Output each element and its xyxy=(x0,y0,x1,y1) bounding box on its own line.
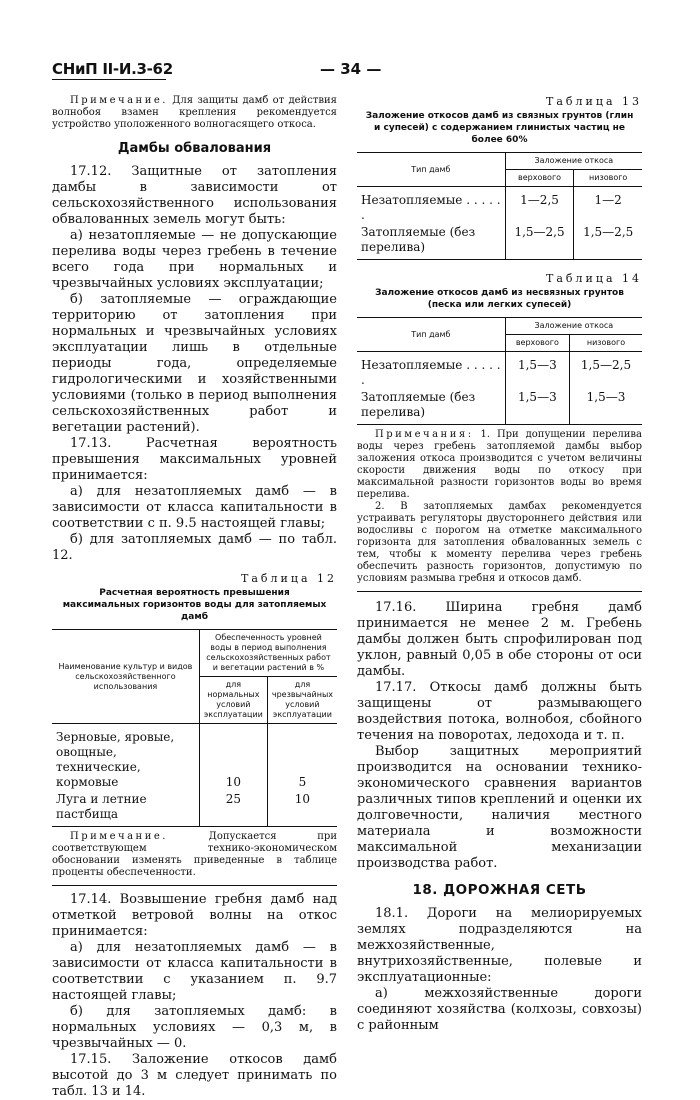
table-cell: 1,5—3 xyxy=(505,389,569,425)
table-cell: 1—2 xyxy=(574,187,642,225)
table-14-col-group: Заложение откоса xyxy=(505,318,642,335)
table-cell: 10 xyxy=(199,724,267,792)
paragraph-17-17: 17.17. Откосы дамб должны быть защищены от размывающего воздействия потока, волнобоя, сбойного течения на поворотах, ледохода и т. п. xyxy=(357,680,642,743)
table-cell: Незатопляемые . . . . . . xyxy=(361,193,501,222)
table-cell: Зерновые, яровые, овощные, технические, кормовые xyxy=(56,730,175,789)
table-13-col-group: Заложение откоса xyxy=(505,153,642,170)
paragraph-18-1-a: а) межхозяйственные дороги соединяют хозяйства (колхозы, совхозы) с районным xyxy=(357,986,642,1033)
table-cell: 1,5—2,5 xyxy=(570,352,643,390)
note-text: 1. При допущении перелива воды через гребень затопляемой дамбы выбор заложения откоса производится с учетом величины скорости движения воды по откосу при максимальной разности горизонтов воды во время перелива. xyxy=(357,429,642,500)
table-12-caption: Расчетная вероятность превышения максимальных горизонтов воды для затопляемых дамб xyxy=(62,588,327,622)
table-13-caption: Заложение откосов дамб из связных грунтов (глин и супесей) с содержанием глинистых частиц не более 60% xyxy=(365,111,634,145)
right-column xyxy=(357,95,642,1034)
table-14-note-1 xyxy=(357,429,642,501)
table-13-col-upper: верхового xyxy=(505,170,574,187)
paragraph-17-12-b: б) затопляемые — ограждающие территорию от затопления при нормальных и чрезвычайных условиях эксплуатации лишь в отдельные периоды года, определяемые гидрологическими и хозяйственными условиями (только в период выполнения сельскохозяйственных работ и вегетации растений). xyxy=(52,292,337,435)
table-row xyxy=(357,187,642,225)
table-cell: 1—2,5 xyxy=(505,187,574,225)
table-cell: 5 xyxy=(267,724,337,792)
table-cell: 1,5—2,5 xyxy=(574,224,642,260)
table-13-col-lower: низового xyxy=(574,170,642,187)
table-14 xyxy=(357,317,642,425)
table-14-col-lower: низового xyxy=(570,335,643,352)
table-cell: Затопляемые (без перелива) xyxy=(361,225,476,254)
table-12-col-normal: для нормальных условий эксплуатации xyxy=(199,677,267,724)
paragraph-17-13-b: б) для затопляемых дамб — по табл. 12. xyxy=(52,532,337,563)
paragraph-17-14: 17.14. Возвышение гребня дамб над отметкой ветровой волны на откос принимается: xyxy=(52,892,337,939)
note-text: Для защиты дамб от действия волнобоя взамен крепления рекомендуется устройство уположенного волногасящего откоса. xyxy=(52,95,337,130)
paragraph-17-16: 17.16. Ширина гребня дамб принимается не менее 2 м. Гребень дамбы должен быть спрофилирован под уклон, равный 0,05 в обе стороны от оси дамбы. xyxy=(357,600,642,679)
note-label: Примечание. xyxy=(70,95,168,106)
paragraph-18-1: 18.1. Дороги на мелиорируемых землях подразделяются на межхозяйственные, внутрихозяйственные, полевые и эксплуатационные: xyxy=(357,906,642,985)
table-12-note xyxy=(52,831,337,879)
paragraph-17-13: 17.13. Расчетная вероятность превышения максимальных уровней принимается: xyxy=(52,436,337,483)
table-14-col-type: Тип дамб xyxy=(357,318,505,352)
table-12-col-group: Обеспеченность уровней воды в период выполнения сельскохозяйственных работ и вегетации растений в % xyxy=(199,630,337,677)
page-number: — 34 — xyxy=(320,60,382,78)
table-row xyxy=(357,224,642,260)
section-title-dams: Дамбы обвалования xyxy=(117,141,272,156)
table-12-col-emergency: для чрезвычайных условий эксплуатации xyxy=(267,677,337,724)
table-cell: 1,5—3 xyxy=(570,389,643,425)
paragraph-17-15: 17.15. Заложение откосов дамб высотой до 3 м следует принимать по табл. 13 и 14. xyxy=(52,1052,337,1099)
table-cell: 10 xyxy=(267,791,337,827)
table-row xyxy=(357,352,642,390)
section-title-road-network: 18. ДОРОЖНАЯ СЕТЬ xyxy=(412,882,587,898)
table-13-col-type: Тип дамб xyxy=(357,153,505,187)
paragraph-17-14-b: б) для затопляемых дамб: в нормальных условиях — 0,3 м, в чрезвычайных — 0. xyxy=(52,1004,337,1051)
table-14-caption: Заложение откосов дамб из несвязных грунтов (песка или легких супесей) xyxy=(375,288,624,310)
notes-label: Примечания: xyxy=(375,429,474,440)
table-13 xyxy=(357,152,642,260)
document-code: СНиП II-И.3-62 xyxy=(52,60,173,78)
table-row xyxy=(52,791,337,827)
table-cell: 1,5—3 xyxy=(505,352,569,390)
paragraph-17-12-a: а) незатопляемые — не допускающие перелива воды через гребень в течение всего года при нормальных и чрезвычайных условиях эксплуатации; xyxy=(52,228,337,291)
table-13-label: Таблица 13 xyxy=(546,95,642,108)
note-label: Примечание. xyxy=(70,831,168,842)
paragraph-17-17-b: Выбор защитных мероприятий производится на основании технико-экономического сравнения вариантов различных типов креплений и оценки их долговечности, наличия местного материала и возможности максимальной механизации производства работ. xyxy=(357,744,642,871)
header-underline xyxy=(52,79,166,80)
table-12-col-crops: Наименование культур и видов сельскохозяйственного использования xyxy=(52,630,199,724)
table-14-col-upper: верхового xyxy=(505,335,569,352)
intro-note xyxy=(52,95,337,131)
paragraph-17-14-a: а) для незатопляемых дамб — в зависимости от класса капитальности в соответствии с указанием п. 9.7 настоящей главы; xyxy=(52,940,337,1003)
table-12-label: Таблица 12 xyxy=(241,572,337,585)
table-12 xyxy=(52,629,337,827)
table-14-label: Таблица 14 xyxy=(546,272,642,285)
table-cell: 1,5—2,5 xyxy=(505,224,574,260)
paragraph-17-13-a: а) для незатопляемых дамб — в зависимости от класса капитальности в соответствии с п. 9.5 настоящей главы; xyxy=(52,484,337,531)
left-column xyxy=(52,95,337,1100)
table-14-note-2: 2. В затопляемых дамбах рекомендуется устраивать регуляторы двустороннего действия или водосливы с порогом на отметке максимального горизонта для затопления обвалованных земель с тем, чтобы к моменту перелива через гребень обеспечить разность горизонтов, допустимую по условиям размыва гребня и откосов дамб. xyxy=(357,501,642,584)
table-cell: 25 xyxy=(199,791,267,827)
table-cell: Затопляемые (без перелива) xyxy=(361,390,476,419)
table-cell: Незатопляемые . . . . . . xyxy=(361,358,501,387)
table-cell: Луга и летние пастбища xyxy=(56,792,147,821)
paragraph-17-12: 17.12. Защитные от затопления дамбы в зависимости от сельскохозяйственного использования обвалованных земель могут быть: xyxy=(52,164,337,227)
note-text: Допускается при соответствующем технико-экономическом обосновании изменять приведенные в таблице проценты обеспеченности. xyxy=(52,831,337,878)
table-row xyxy=(52,724,337,792)
table-row xyxy=(357,389,642,425)
